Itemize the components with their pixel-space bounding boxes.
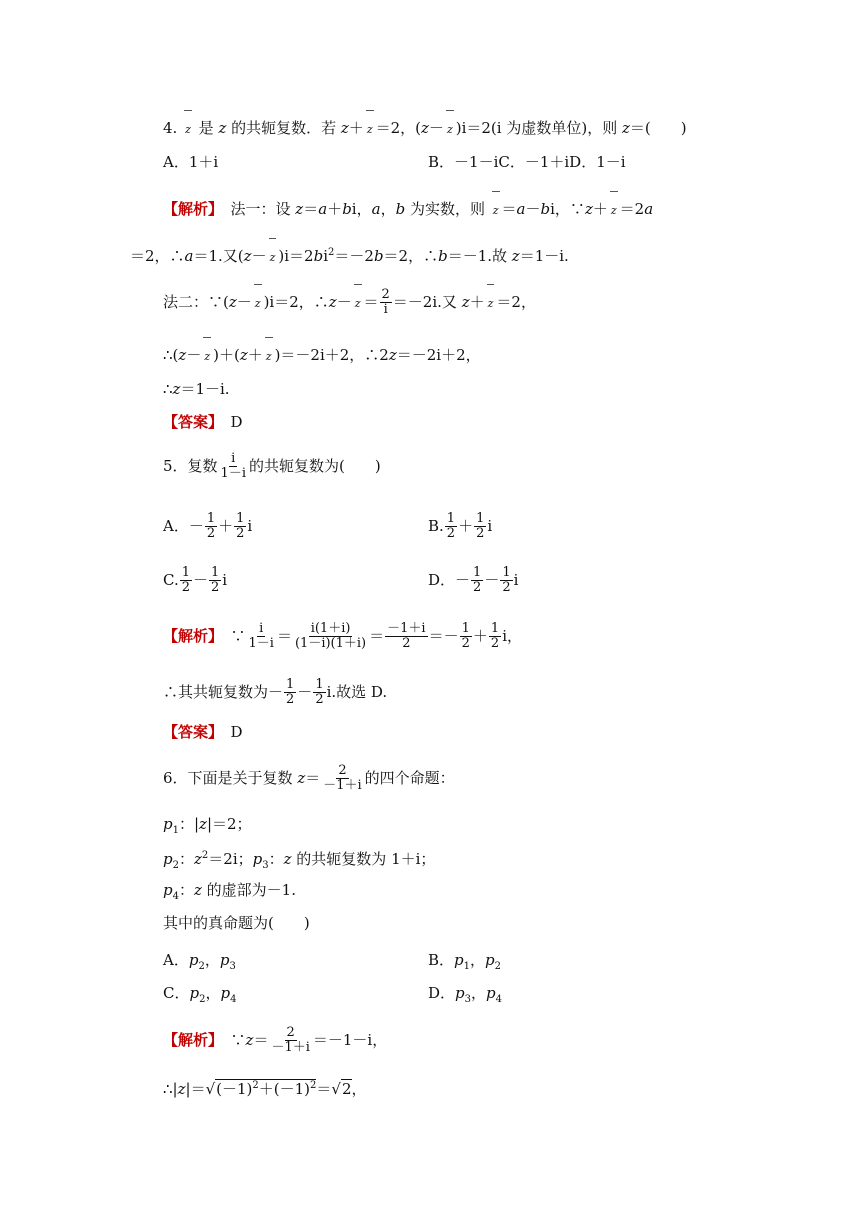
q5-option-d: D．－ $\frac{1}{2}$ － $\frac{1}{2}$ i <box>428 565 519 596</box>
jiexi-label: 【解析】 <box>163 200 216 218</box>
q5-answer: 【答案】 D <box>163 723 243 741</box>
q4-solution-line4: ∴(z－ z )＋(z＋ z )＝－2i＋2，∴2z＝－2i＋2， <box>163 345 481 367</box>
q6-solution-line2: $\therefore|z|=√(-1)^2+(-1)^2=√2$， <box>163 1080 367 1098</box>
q4-answer: 【答案】 D <box>163 413 243 431</box>
q6-p4: $p_4$：z 的虚部为－1. <box>163 881 296 902</box>
q4-options-bcd: B．－1－iC．－1＋iD．1－i <box>428 153 626 171</box>
daan-label: 【答案】 <box>163 413 216 431</box>
q4-solution-line5: ∴z＝1－i. <box>163 380 230 398</box>
q5-option-b: B. $\frac{1}{2}$ ＋ $\frac{1}{2}$ i <box>428 511 493 542</box>
q5-conclusion: ∴其共轭复数为－ $\frac{1}{2}$ － $\frac{1}{2}$ i.故选 D. <box>163 677 388 708</box>
q6-option-d: D．$p_3$，$p_4$ <box>428 984 503 1005</box>
q6-option-a: A．$p_2$，$p_3$ <box>163 951 236 972</box>
q4-stem: 4. z 是 z 的共轭复数．若 z＋ z ＝2，(z－ z )i＝2(i 为虚数单位)，则 z＝( ) <box>163 118 687 140</box>
q6-solution-line1: 【解析】 ∵z＝ $\frac{2}{-1+i}$ ＝－1－i， <box>163 1025 388 1056</box>
q6-p2-p3: $p_2$：$z^2=2i$；$p_3$：z 的共轭复数为 1＋i； <box>163 850 436 871</box>
q4-solution-line1: 【解析】 法一：设 z＝a＋bi，a，b 为实数，则 z ＝a－bi，∵z＋ z ＝2a <box>163 199 653 221</box>
q4-solution-line2: ＝2，∴a＝1.又(z－ z )$i=2bi^2=-2b=2$，∴b＝－1.故 z＝1－i. <box>130 243 569 268</box>
q5-option-a: A．－ $\frac{1}{2}$ ＋ $\frac{1}{2}$ i <box>163 511 253 542</box>
q6-option-b: B．$p_1$，$p_2$ <box>428 951 502 972</box>
q5-solution: 【解析】 ∵ $\frac{i}{1-i}$ ＝ $\frac{i(1+i)}{(1-i)(1+i)}$ ＝ $\frac{-1+i}{2}$ ＝－ $\frac{1}{2}$ ＋ $\frac{1}{2}$ i， <box>163 621 522 652</box>
q6-stem: 6．下面是关于复数 z＝ $\frac{2}{-1+i}$ 的四个命题： <box>163 763 455 794</box>
q6-p1: $p_1$：|z|＝2； <box>163 815 252 836</box>
q4-solution-line3: 法二：∵(z－ z )i＝2，∴z－ z ＝ $\frac{2}{i}$ ＝－2i.又 z＋ z ＝2， <box>163 287 536 318</box>
q5-stem: 5．复数 $\frac{i}{1-i}$ 的共轭复数为( ) <box>163 451 381 482</box>
q6-ask: 其中的真命题为( ) <box>163 914 310 932</box>
q6-option-c: C．$p_2$，$p_4$ <box>163 984 237 1005</box>
q4-option-a: A．1＋i <box>163 153 219 171</box>
q5-option-c: C. $\frac{1}{2}$ － $\frac{1}{2}$ i <box>163 565 228 596</box>
